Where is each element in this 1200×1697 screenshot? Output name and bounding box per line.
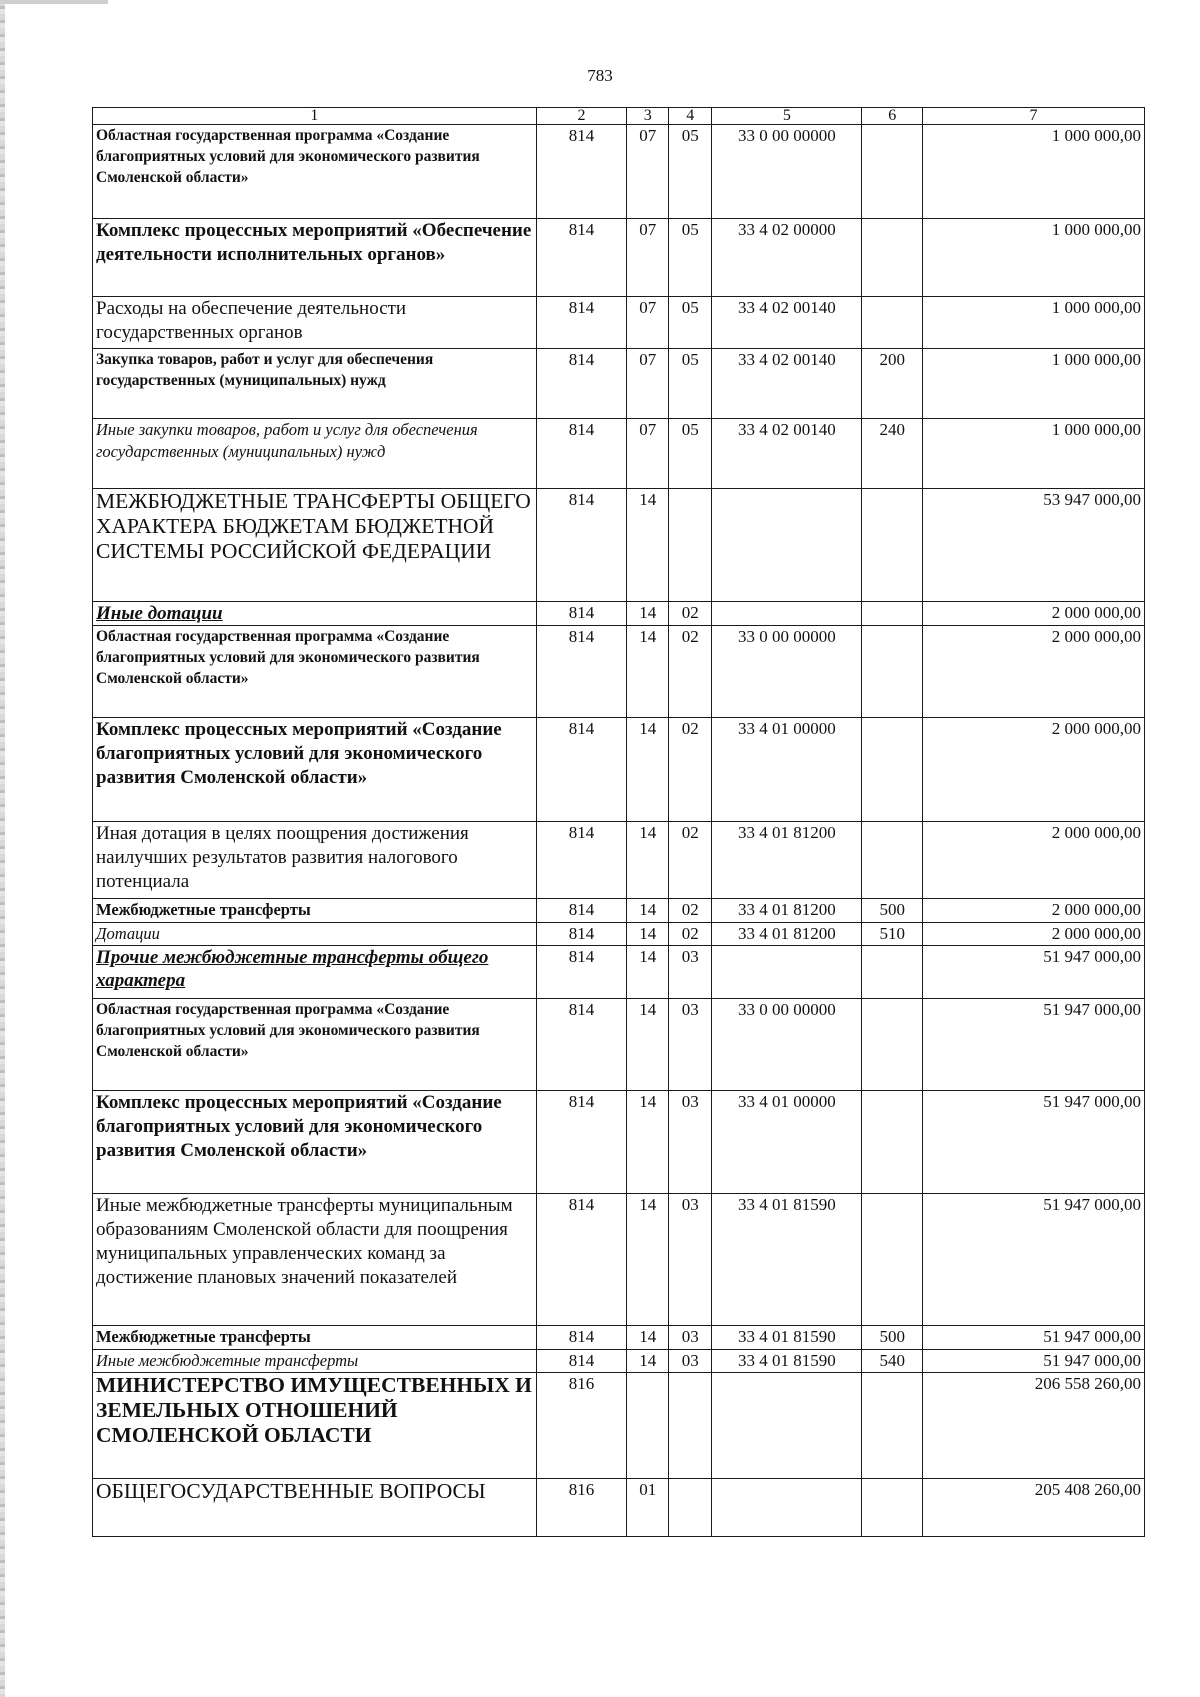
col7-cell: 1 000 000,00: [923, 219, 1145, 297]
col6-cell: [862, 718, 923, 822]
col4-cell: 03: [669, 946, 712, 999]
col5-cell: 33 4 02 00140: [712, 297, 862, 349]
col7-cell: 51 947 000,00: [923, 946, 1145, 999]
row-name-cell: Иная дотация в целях поощрения достижения наилучших результатов развития налогового потенциала: [93, 822, 537, 899]
col7-cell: 51 947 000,00: [923, 1350, 1145, 1373]
col2-cell: 814: [536, 602, 627, 626]
col3-cell: 14: [627, 602, 669, 626]
table-row: [93, 419, 1145, 489]
col2-cell: 814: [536, 219, 627, 297]
table-row: [93, 718, 1145, 822]
col2-cell: 814: [536, 1091, 627, 1194]
col7-cell: 51 947 000,00: [923, 1326, 1145, 1350]
col7-cell: 2 000 000,00: [923, 822, 1145, 899]
header-row: [93, 108, 1145, 125]
table-row: [93, 602, 1145, 626]
col5-cell: 33 0 00 00000: [712, 626, 862, 718]
col4-cell: 02: [669, 899, 712, 923]
row-name-cell: Иные закупки товаров, работ и услуг для обеспечения государственных (муниципальных) нужд: [93, 419, 537, 489]
col6-cell: 500: [862, 1326, 923, 1350]
col4-cell: 05: [669, 419, 712, 489]
col3-cell: 07: [627, 297, 669, 349]
col6-cell: [862, 125, 923, 219]
col5-cell: 33 4 01 00000: [712, 718, 862, 822]
table-row: [93, 349, 1145, 419]
row-name-cell: Комплекс процессных мероприятий «Создание благоприятных условий для экономического развития Смоленской области»: [93, 1091, 537, 1194]
col6-cell: [862, 946, 923, 999]
col5-cell: 33 4 01 81590: [712, 1326, 862, 1350]
col4-cell: 03: [669, 1326, 712, 1350]
col-header: 3: [627, 108, 669, 125]
col3-cell: 14: [627, 999, 669, 1091]
col-header: 5: [712, 108, 862, 125]
col2-cell: 814: [536, 297, 627, 349]
col2-cell: 814: [536, 999, 627, 1091]
col6-cell: 540: [862, 1350, 923, 1373]
col2-cell: 814: [536, 1350, 627, 1373]
table-row: [93, 626, 1145, 718]
table-row: [93, 219, 1145, 297]
col7-cell: 2 000 000,00: [923, 718, 1145, 822]
row-name-cell: Межбюджетные трансферты: [93, 1326, 537, 1350]
table-row: [93, 822, 1145, 899]
row-name-cell: Дотации: [93, 923, 537, 946]
col6-cell: [862, 1194, 923, 1326]
col3-cell: 14: [627, 923, 669, 946]
table-row: [93, 489, 1145, 602]
row-name-cell: Закупка товаров, работ и услуг для обеспечения государственных (муниципальных) нужд: [93, 349, 537, 419]
col5-cell: 33 4 01 00000: [712, 1091, 862, 1194]
col3-cell: 14: [627, 822, 669, 899]
col3-cell: 14: [627, 1350, 669, 1373]
col-header: 2: [536, 108, 627, 125]
col4-cell: [669, 1479, 712, 1537]
col5-cell: 33 4 01 81590: [712, 1194, 862, 1326]
col3-cell: 14: [627, 1194, 669, 1326]
col6-cell: [862, 1091, 923, 1194]
col3-cell: 01: [627, 1479, 669, 1537]
col2-cell: 814: [536, 923, 627, 946]
scan-edge: [0, 0, 5, 1697]
col5-cell: [712, 489, 862, 602]
table-row: [93, 899, 1145, 923]
row-name-cell: Расходы на обеспечение деятельности государственных органов: [93, 297, 537, 349]
col6-cell: [862, 1373, 923, 1479]
table-row: [93, 923, 1145, 946]
col3-cell: 14: [627, 718, 669, 822]
col5-cell: 33 4 01 81200: [712, 899, 862, 923]
col3-cell: 14: [627, 626, 669, 718]
col3-cell: 07: [627, 419, 669, 489]
row-name-cell: Иные дотации: [93, 602, 537, 626]
col2-cell: 814: [536, 419, 627, 489]
table-row: [93, 1091, 1145, 1194]
col7-cell: 1 000 000,00: [923, 125, 1145, 219]
col6-cell: 500: [862, 899, 923, 923]
table-row: [93, 1350, 1145, 1373]
page-number: 783: [587, 66, 613, 85]
col2-cell: 814: [536, 349, 627, 419]
col2-cell: 814: [536, 1194, 627, 1326]
col6-cell: [862, 626, 923, 718]
table-row: [93, 999, 1145, 1091]
col5-cell: 33 4 01 81590: [712, 1350, 862, 1373]
row-name-cell: Областная государственная программа «Создание благоприятных условий для экономического развития Смоленской области»: [93, 999, 537, 1091]
col2-cell: 814: [536, 822, 627, 899]
col2-cell: 814: [536, 718, 627, 822]
col6-cell: 510: [862, 923, 923, 946]
col4-cell: 03: [669, 1350, 712, 1373]
col4-cell: 05: [669, 297, 712, 349]
col-header: 4: [669, 108, 712, 125]
col7-cell: 51 947 000,00: [923, 1091, 1145, 1194]
col6-cell: 200: [862, 349, 923, 419]
col5-cell: 33 4 02 00140: [712, 419, 862, 489]
row-name-cell: Областная государственная программа «Создание благоприятных условий для экономического развития Смоленской области»: [93, 125, 537, 219]
col4-cell: 03: [669, 1194, 712, 1326]
col7-cell: 2 000 000,00: [923, 602, 1145, 626]
col4-cell: 02: [669, 822, 712, 899]
col4-cell: 05: [669, 219, 712, 297]
col3-cell: 07: [627, 219, 669, 297]
col5-cell: 33 0 00 00000: [712, 125, 862, 219]
col2-cell: 814: [536, 1326, 627, 1350]
col5-cell: 33 4 02 00140: [712, 349, 862, 419]
col7-cell: 206 558 260,00: [923, 1373, 1145, 1479]
col7-cell: 51 947 000,00: [923, 999, 1145, 1091]
col4-cell: [669, 1373, 712, 1479]
col4-cell: 02: [669, 626, 712, 718]
row-name-cell: Прочие межбюджетные трансферты общего характера: [93, 946, 537, 999]
row-name-cell: МИНИСТЕРСТВО ИМУЩЕСТВЕННЫХ И ЗЕМЕЛЬНЫХ ОТНОШЕНИЙ СМОЛЕНСКОЙ ОБЛАСТИ: [93, 1373, 537, 1479]
col2-cell: 814: [536, 899, 627, 923]
col7-cell: 1 000 000,00: [923, 419, 1145, 489]
col7-cell: 51 947 000,00: [923, 1194, 1145, 1326]
table-row: [93, 1479, 1145, 1537]
col4-cell: 03: [669, 999, 712, 1091]
col2-cell: 814: [536, 626, 627, 718]
row-name-cell: Комплекс процессных мероприятий «Обеспечение деятельности исполнительных органов»: [93, 219, 537, 297]
col6-cell: 240: [862, 419, 923, 489]
col6-cell: [862, 822, 923, 899]
col5-cell: [712, 1479, 862, 1537]
row-name-cell: МЕЖБЮДЖЕТНЫЕ ТРАНСФЕРТЫ ОБЩЕГО ХАРАКТЕРА БЮДЖЕТАМ БЮДЖЕТНОЙ СИСТЕМЫ РОССИЙСКОЙ ФЕДЕРАЦИИ: [93, 489, 537, 602]
col3-cell: 14: [627, 1091, 669, 1194]
col7-cell: 1 000 000,00: [923, 297, 1145, 349]
col7-cell: 53 947 000,00: [923, 489, 1145, 602]
col2-cell: 814: [536, 946, 627, 999]
col5-cell: [712, 946, 862, 999]
col6-cell: [862, 999, 923, 1091]
col4-cell: 03: [669, 1091, 712, 1194]
col5-cell: [712, 602, 862, 626]
col2-cell: 814: [536, 489, 627, 602]
col5-cell: 33 0 00 00000: [712, 999, 862, 1091]
col7-cell: 2 000 000,00: [923, 626, 1145, 718]
table-row: [93, 1373, 1145, 1479]
col2-cell: 816: [536, 1479, 627, 1537]
table-row: [93, 946, 1145, 999]
col4-cell: [669, 489, 712, 602]
budget-table: [92, 107, 1145, 1537]
col-header: 6: [862, 108, 923, 125]
row-name-cell: Областная государственная программа «Создание благоприятных условий для экономического развития Смоленской области»: [93, 626, 537, 718]
col3-cell: 14: [627, 899, 669, 923]
row-name-cell: ОБЩЕГОСУДАРСТВЕННЫЕ ВОПРОСЫ: [93, 1479, 537, 1537]
col3-cell: 14: [627, 946, 669, 999]
col4-cell: 05: [669, 349, 712, 419]
row-name-cell: Иные межбюджетные трансферты: [93, 1350, 537, 1373]
col3-cell: 07: [627, 349, 669, 419]
col2-cell: 814: [536, 125, 627, 219]
col6-cell: [862, 297, 923, 349]
col7-cell: 2 000 000,00: [923, 899, 1145, 923]
row-name-cell: Комплекс процессных мероприятий «Создание благоприятных условий для экономического развития Смоленской области»: [93, 718, 537, 822]
col4-cell: 02: [669, 602, 712, 626]
col-header: 1: [93, 108, 537, 125]
col3-cell: [627, 1373, 669, 1479]
col6-cell: [862, 1479, 923, 1537]
col6-cell: [862, 602, 923, 626]
row-name-cell: Межбюджетные трансферты: [93, 899, 537, 923]
col5-cell: [712, 1373, 862, 1479]
table-row: [93, 125, 1145, 219]
col7-cell: 1 000 000,00: [923, 349, 1145, 419]
col3-cell: 14: [627, 1326, 669, 1350]
col5-cell: 33 4 02 00000: [712, 219, 862, 297]
col5-cell: 33 4 01 81200: [712, 923, 862, 946]
col3-cell: 14: [627, 489, 669, 602]
col4-cell: 02: [669, 718, 712, 822]
col5-cell: 33 4 01 81200: [712, 822, 862, 899]
col6-cell: [862, 219, 923, 297]
col4-cell: 05: [669, 125, 712, 219]
col4-cell: 02: [669, 923, 712, 946]
col3-cell: 07: [627, 125, 669, 219]
scan-top-mark: [0, 0, 108, 4]
table-row: [93, 1194, 1145, 1326]
row-name-cell: Иные межбюджетные трансферты муниципальным образованиям Смоленской области для поощрения муниципальных управленческих команд за достижение плановых значений показателей: [93, 1194, 537, 1326]
col-header: 7: [923, 108, 1145, 125]
table-row: [93, 1326, 1145, 1350]
col6-cell: [862, 489, 923, 602]
table-row: [93, 297, 1145, 349]
col2-cell: 816: [536, 1373, 627, 1479]
col7-cell: 2 000 000,00: [923, 923, 1145, 946]
col7-cell: 205 408 260,00: [923, 1479, 1145, 1537]
